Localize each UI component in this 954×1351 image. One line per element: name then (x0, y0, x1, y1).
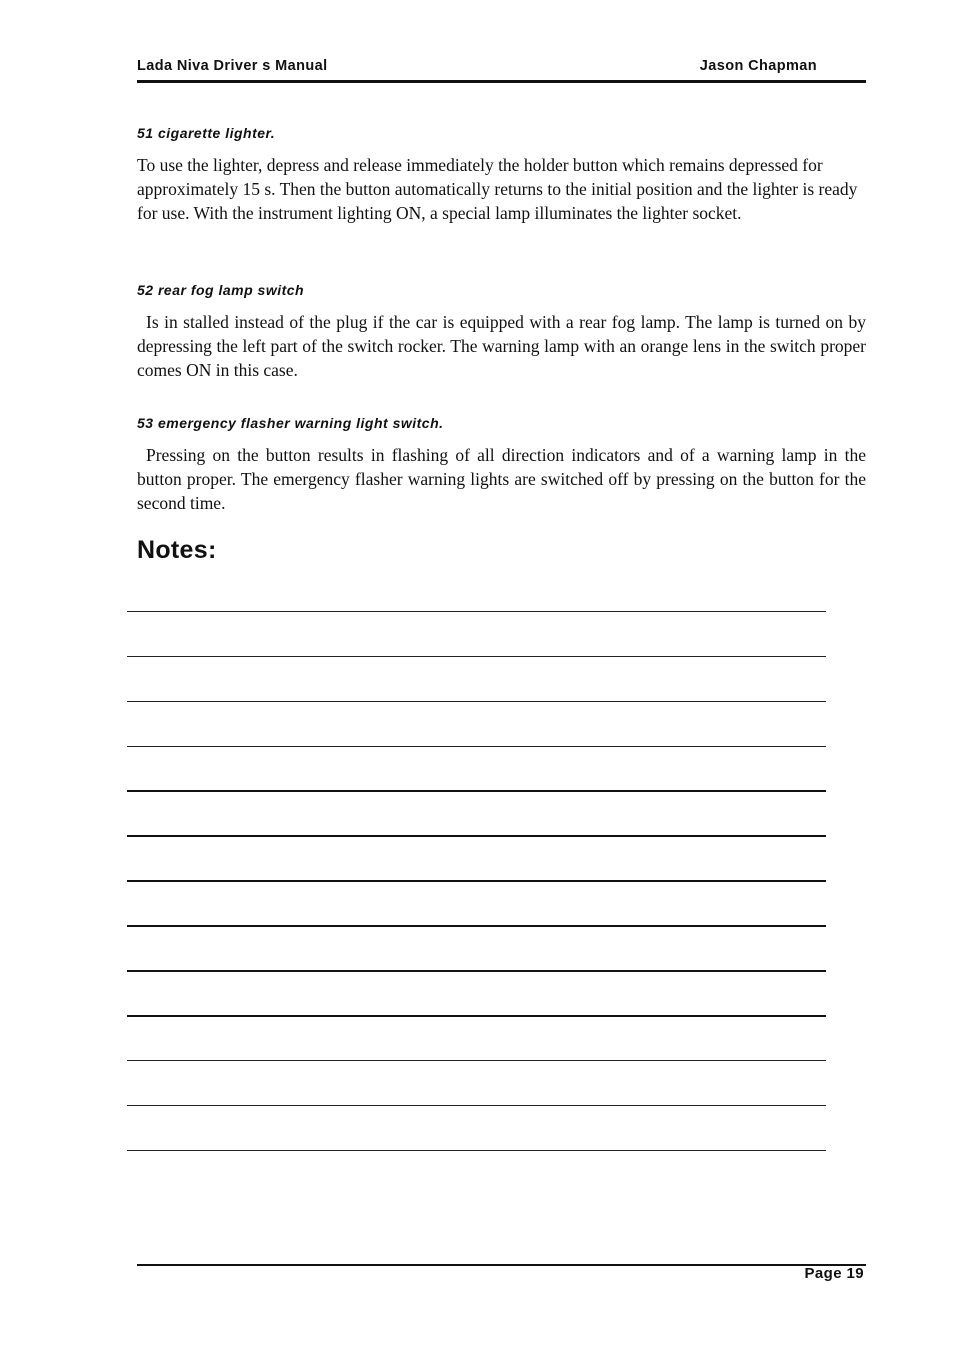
note-line (127, 656, 826, 657)
manual-title: Lada Niva Driver s Manual (137, 58, 328, 74)
page-number: Page 19 (804, 1265, 864, 1282)
note-line (127, 970, 826, 972)
note-line (127, 1105, 826, 1106)
section-heading-rear-fog-lamp: 52 rear fog lamp switch (137, 282, 305, 298)
note-line (127, 746, 826, 747)
footer-rule (137, 1264, 866, 1266)
note-line (127, 701, 826, 702)
section-text-emergency-flasher: Pressing on the button results in flashing of all direction indicators and of a warning lamp in the button proper. The emergency flasher warning lights are switched off by pressing on the button for the second time. (137, 445, 866, 513)
note-line (127, 611, 826, 612)
section-text-cigarette-lighter: To use the lighter, depress and release immediately the holder button which remains depressed for approximately 15 s. Then the button automatically returns to the initial position and the lighter is ready for use. With the instrument lighting ON, a special lamp illuminates the lighter socket. (137, 155, 858, 223)
note-line (127, 880, 826, 882)
note-line (127, 925, 826, 927)
note-line (127, 835, 826, 837)
note-line (127, 1150, 826, 1151)
section-heading-cigarette-lighter: 51 cigarette lighter. (137, 125, 276, 141)
section-text-rear-fog-lamp: Is in stalled instead of the plug if the car is equipped with a rear fog lamp. The lamp is turned on by depressing the left part of the switch rocker. The warning lamp with an orange lens in the switch proper comes ON in this case. (137, 312, 866, 380)
note-line (127, 1015, 826, 1017)
note-line (127, 790, 826, 792)
notes-title: Notes: (137, 536, 217, 564)
note-line (127, 1060, 826, 1061)
section-heading-emergency-flasher: 53 emergency flasher warning light switch. (137, 415, 444, 431)
author-name: Jason Chapman (699, 58, 817, 74)
page-header (137, 56, 866, 83)
